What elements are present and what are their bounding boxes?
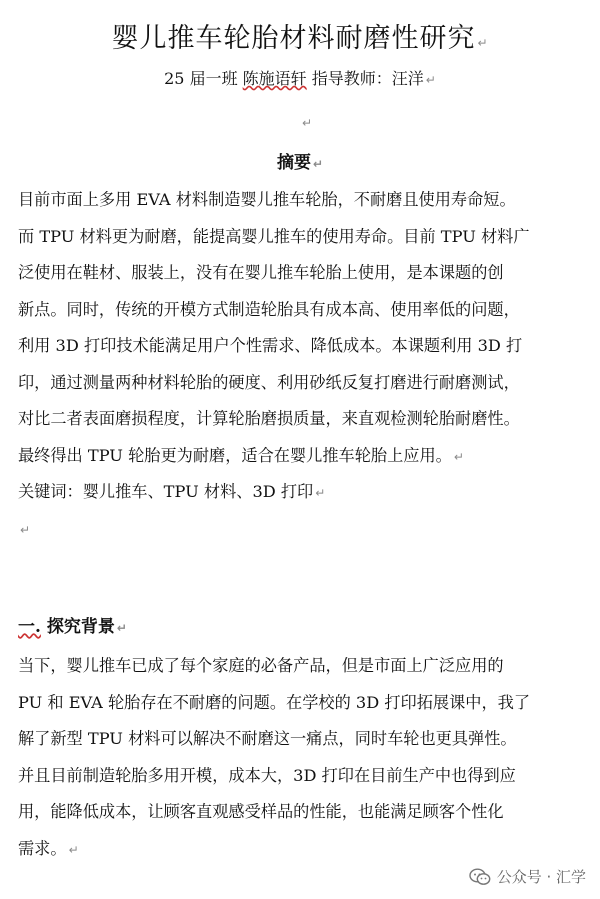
paragraph-mark: ↵	[116, 621, 127, 635]
paragraph-mark: ↵	[425, 73, 436, 87]
paragraph-mark: ↵	[302, 116, 313, 130]
section-line-last	[18, 831, 584, 868]
abstract-line: 目前市面上多用 EVA 材料制造婴儿推车轮胎，不耐磨且使用寿命短。	[18, 190, 516, 209]
section-body	[18, 648, 584, 867]
abstract-line: 印，通过测量两种材料轮胎的硬度、利用砂纸反复打磨进行耐磨测试，	[18, 372, 520, 392]
abstract-heading	[0, 148, 600, 173]
abstract-body	[18, 182, 584, 547]
empty-paragraph	[18, 511, 584, 548]
section-line: 当下，婴儿推车已成了每个家庭的必备产品，但是市面上广泛应用的	[18, 656, 504, 675]
paragraph-mark: ↵	[312, 157, 324, 171]
section-number: 一.	[18, 617, 41, 637]
section-line: 并且目前制造轮胎多用开模，成本大，3D 打印在目前生产中也得到应	[18, 765, 516, 785]
abstract-line: 而 TPU 材料更为耐磨，能提高婴儿推车的使用寿命。目前 TPU 材料广	[18, 226, 530, 246]
document-title	[0, 16, 600, 55]
abstract-line: 对比二者表面磨损程度，计算轮胎磨损质量，来直观检测轮胎耐磨性。	[18, 409, 520, 428]
paragraph-mark: ↵	[477, 36, 489, 50]
paragraph-mark: ↵	[20, 522, 31, 537]
abstract-line-last	[18, 438, 584, 475]
abstract-heading-text: 摘要	[276, 153, 311, 173]
empty-paragraph	[300, 112, 312, 131]
abstract-line-text: 最终得出 TPU 轮胎更为耐磨，适合在婴儿推车轮胎上应用。	[18, 445, 452, 465]
section-line-text: 需求。	[18, 838, 67, 858]
keywords-text: 关键词：婴儿推车、TPU 材料、3D 打印	[18, 482, 314, 501]
author-line	[0, 66, 600, 89]
wechat-icon	[469, 868, 491, 886]
watermark-text: 公众号 · 汇学	[496, 868, 586, 886]
abstract-line: 利用 3D 打印技术能满足用户个性需求、降低成本。本课题利用 3D 打	[18, 336, 523, 355]
watermark	[469, 866, 586, 887]
section-heading	[18, 612, 127, 637]
section-line: 用，能降低成本，让顾客直观感受样品的性能，也能满足顾客个性化	[18, 802, 504, 821]
author-name: 陈施语轩	[242, 69, 307, 88]
abstract-line: 新点。同时，传统的开模方式制造轮胎具有成本高、使用率低的问题，	[18, 299, 520, 319]
paragraph-mark: ↵	[453, 449, 464, 464]
abstract-line: 泛使用在鞋材、服装上，没有在婴儿推车轮胎上使用，是本课题的创	[18, 263, 504, 282]
keywords-line	[18, 474, 584, 511]
paragraph-mark: ↵	[315, 486, 326, 500]
paragraph-mark: ↵	[68, 842, 79, 857]
section-line: PU 和 EVA 轮胎存在不耐磨的问题。在学校的 3D 打印拓展课中，我了	[18, 692, 531, 712]
advisor-label: 指导教师：汪洋	[311, 69, 424, 88]
title-text: 婴儿推车轮胎材料耐磨性研究	[111, 23, 476, 54]
section-title: 探究背景	[46, 617, 115, 637]
section-line: 解了新型 TPU 材料可以解决不耐磨这一痛点，同时车轮也更具弹性。	[18, 729, 517, 748]
class-label: 25 届一班	[164, 69, 238, 88]
